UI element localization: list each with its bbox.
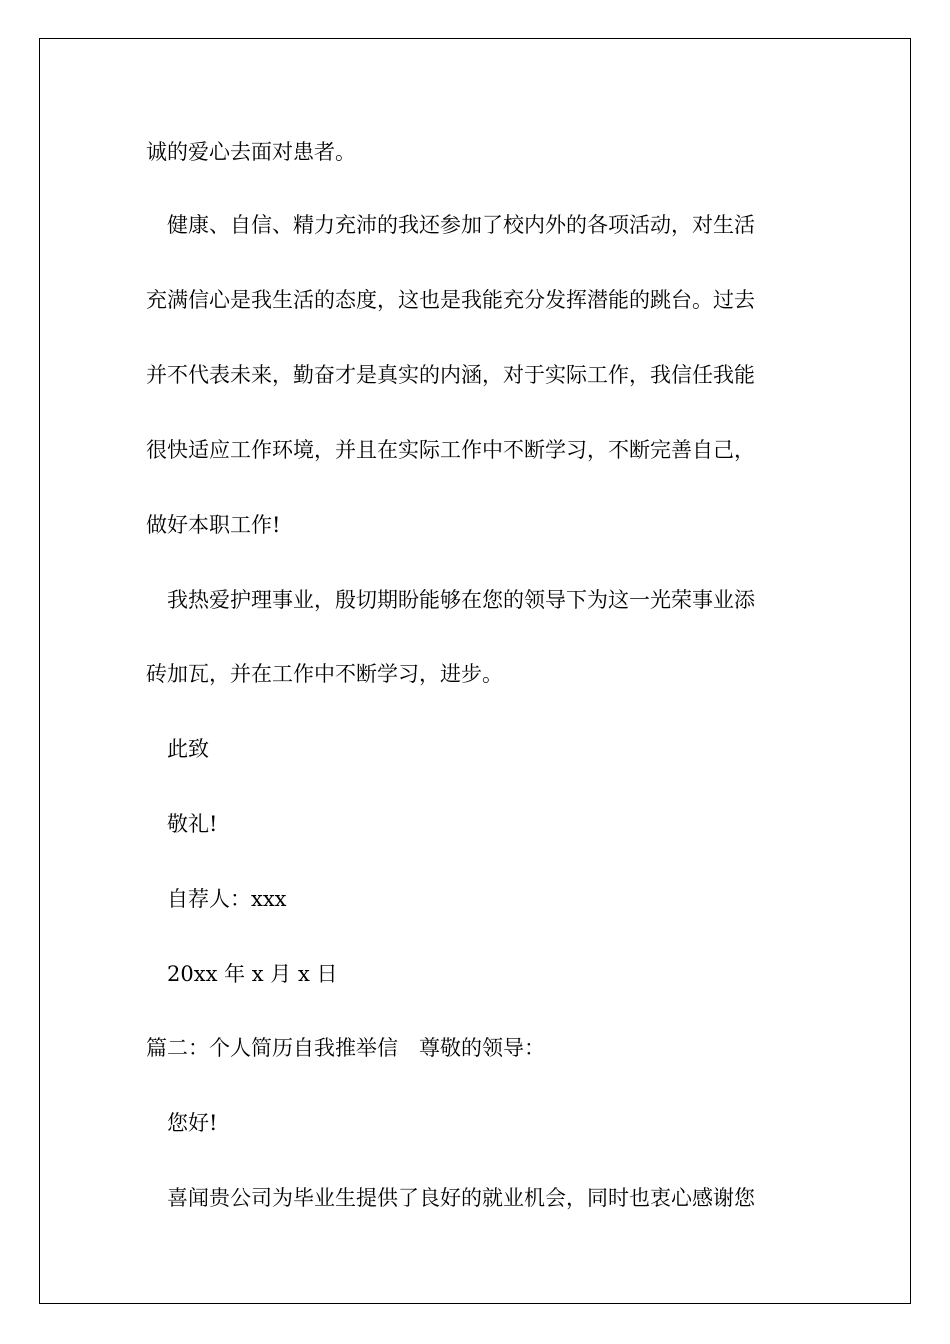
text-line: 很快适应工作环境，并且在实际工作中不断学习，不断完善自己， — [146, 438, 755, 462]
text-line: 并不代表未来，勤奋才是真实的内涵，对于实际工作，我信任我能 — [146, 363, 755, 387]
text-line: 健康、自信、精力充沛的我还参加了校内外的各项活动，对生活 — [167, 213, 755, 237]
text-line: 诚的爱心去面对患者。 — [146, 140, 356, 164]
text-line: 充满信心是我生活的态度，这也是我能充分发挥潜能的跳台。过去 — [146, 288, 755, 312]
text-line: 砖加瓦，并在工作中不断学习，进步。 — [146, 662, 503, 686]
text-line: 敬礼! — [167, 812, 218, 836]
text-line: 篇二：个人简历自我推举信 尊敬的领导： — [146, 1036, 545, 1060]
text-line: 20xx 年 x 月 x 日 — [167, 962, 338, 986]
text-line: 您好! — [167, 1111, 218, 1135]
text-line: 做好本职工作! — [146, 513, 281, 537]
text-line: 此致 — [167, 737, 209, 761]
text-line: 我热爱护理事业，殷切期盼能够在您的领导下为这一光荣事业添 — [167, 588, 755, 612]
text-line: 自荐人：xxx — [167, 887, 287, 911]
text-line: 喜闻贵公司为毕业生提供了良好的就业机会，同时也衷心感谢您 — [167, 1186, 755, 1210]
